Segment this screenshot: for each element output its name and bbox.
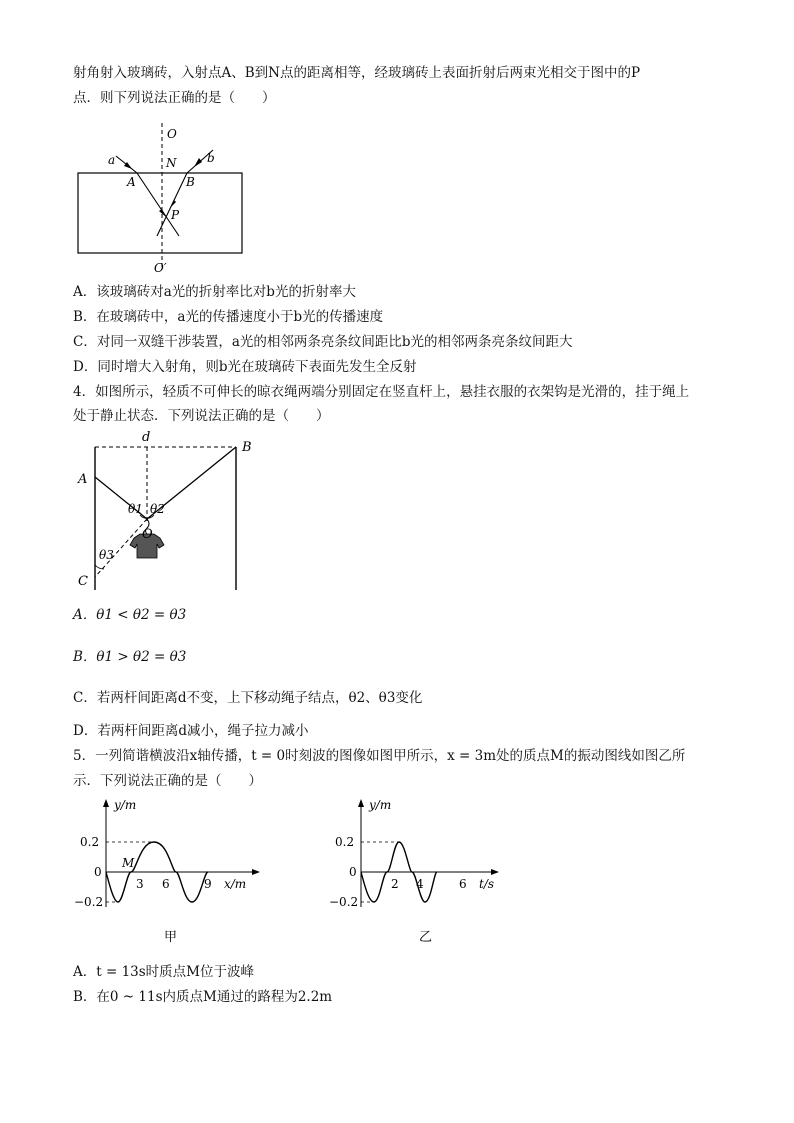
yi-y-tick-zero: 0 <box>349 865 357 879</box>
label-B: B <box>186 175 195 189</box>
label-A: A <box>78 472 88 487</box>
label-P: P <box>171 208 180 222</box>
yi-x-arrow <box>491 869 499 875</box>
q3-option-d: D．同时增大入射角，则b光在玻璃砖下表面先发生全反射 <box>73 359 417 375</box>
q4-option-c: C．若两杆间距离d不变，上下移动绳子结点，θ2、θ3变化 <box>73 690 423 706</box>
yi-y-arrow <box>358 799 364 807</box>
q4-option-a: A．θ1 < θ2 = θ3 <box>73 607 187 623</box>
q3-option-c: C．对同一双缝干涉装置，a光的相邻两条亮条纹间距比b光的相邻两条亮条纹间距大 <box>73 334 573 350</box>
q3-option-a: A．该玻璃砖对a光的折射率比对b光的折射率大 <box>73 284 356 300</box>
jia-y-label: y/m <box>114 798 137 812</box>
q4-stem-line1: 4．如图所示，轻质不可伸长的晾衣绳两端分别固定在竖直杆上，悬挂衣服的衣架钩是光滑的，挂于绳上 <box>73 384 690 400</box>
q3-stem-line2: 点．则下列说法正确的是（ ） <box>73 90 276 106</box>
label-theta1: θ1 <box>128 502 143 516</box>
label-a: a <box>108 153 116 167</box>
yi-x-tick-2: 2 <box>391 877 399 891</box>
ray-b-arrow <box>194 158 202 167</box>
q5-stem-line2: 示．下列说法正确的是（ ） <box>73 773 262 789</box>
q5-option-b: B．在0 ~ 11s内质点M通过的路程为2.2m <box>73 989 333 1005</box>
label-A: A <box>127 175 136 189</box>
jia-x-arrow <box>252 869 260 875</box>
yi-x-label: t/s <box>479 877 495 891</box>
yi-x-tick-6: 6 <box>459 877 467 891</box>
jia-x-tick-9: 9 <box>204 877 212 891</box>
q5-stem-line1: 5．一列简谐横波沿x轴传播，t = 0时刻波的图像如图甲所示，x = 3m处的质点M的振动图线如图乙所 <box>73 748 686 764</box>
vibration-graph-yi <box>325 795 525 955</box>
label-C: C <box>78 574 88 589</box>
label-O: O <box>167 127 177 141</box>
yi-y-tick-bottom: −0.2 <box>329 895 359 909</box>
label-b: b <box>207 151 215 165</box>
label-d: d <box>142 430 151 445</box>
jia-y-tick-top: 0.2 <box>80 835 100 849</box>
yi-caption: 乙 <box>419 930 433 945</box>
q5-option-a: A．t = 13s时质点M位于波峰 <box>73 964 254 980</box>
glass-brick-figure <box>70 118 260 278</box>
q4-stem-line2: 处于静止状态．下列说法正确的是（ ） <box>73 408 330 424</box>
yi-x-tick-4: 4 <box>416 877 424 891</box>
yi-y-label: y/m <box>369 798 392 812</box>
jia-x-tick-6: 6 <box>162 877 170 891</box>
label-theta3: θ3 <box>99 548 114 562</box>
q4-option-b: B．θ1 > θ2 = θ3 <box>73 649 187 665</box>
label-O-prime: O′ <box>154 261 167 275</box>
wave-graph-jia <box>70 795 270 955</box>
label-theta2: θ2 <box>150 502 165 516</box>
jia-y-arrow <box>103 799 109 807</box>
q3-option-b: B．在玻璃砖中，a光的传播速度小于b光的传播速度 <box>73 309 384 325</box>
yi-y-tick-top: 0.2 <box>335 835 355 849</box>
jia-x-tick-3: 3 <box>136 877 144 891</box>
jia-caption: 甲 <box>164 930 178 945</box>
q3-stem-line1: 射角射入玻璃砖，入射点A、B到N点的距离相等，经玻璃砖上表面折射后两束光相交于图中的P <box>73 65 641 81</box>
jia-x-label: x/m <box>224 877 247 891</box>
jia-point-M: M <box>122 856 135 870</box>
q4-option-d: D．若两杆间距离d减小，绳子拉力减小 <box>73 723 309 739</box>
label-B: B <box>242 440 252 455</box>
label-N: N <box>166 156 177 170</box>
label-O: O <box>142 527 153 542</box>
clothesline-figure <box>70 425 270 595</box>
jia-y-tick-zero: 0 <box>94 865 102 879</box>
jia-y-tick-bottom: −0.2 <box>74 895 104 909</box>
glass-brick-rect <box>78 173 242 253</box>
